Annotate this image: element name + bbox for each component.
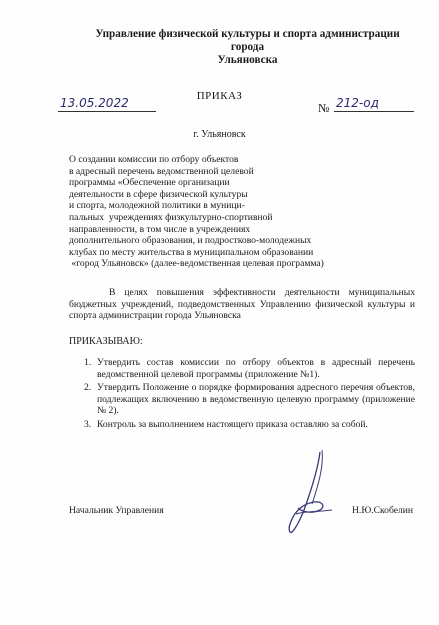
item-number: 1.: [84, 357, 92, 368]
order-title: ПРИКАЗ: [196, 90, 243, 102]
organization-header: [80, 28, 415, 67]
date-underline: [58, 111, 156, 112]
preamble-paragraph: В целях повышения эффективности деятельности муниципальных бюджетных учреждений, подведомственных Управлению физической культуры и спорта администрации города Ульяновска: [69, 287, 415, 322]
item-number: 3.: [84, 418, 92, 430]
handwritten-signature-icon: [262, 448, 352, 543]
signatory-name: Н.Ю.Скобелин: [352, 505, 414, 516]
order-items: [84, 357, 415, 433]
header-line-1: Управление физической культуры и спорта администрации города: [95, 28, 400, 53]
item-text: Утвердить состав комиссии по отбору объектов в адресный перечень ведомственной целевой программы (приложение №1).: [97, 357, 415, 380]
order-item: [84, 357, 415, 380]
order-number: 212-од: [336, 96, 379, 110]
header-line-2: Ульяновска: [217, 54, 278, 66]
order-item: [84, 418, 415, 431]
item-number: 2.: [84, 382, 92, 394]
item-text: Утвердить Положение о порядке формирования адресного перечня объектов, подлежащих включению в ведомственную целевую программу (приложение № 2).: [97, 382, 415, 417]
order-directive: ПРИКАЗЫВАЮ:: [69, 336, 143, 347]
city: г. Ульяновск: [193, 129, 246, 140]
order-item: [84, 382, 415, 417]
item-text: Контроль за выполнением настоящего приказа оставляю за собой.: [97, 418, 368, 430]
order-subject: О создании комиссии по отбору объектов в адресный перечень ведомственной целевой программы «Обеспечение организации деятельности в сфере физической культуры и спорта, молодежной политики в муници- пальных учреждениях физкультурно-спортивной направленности, в том числе в учреждениях дополнительного образования, и подростково-молодежных клубах по месту жительства в муниципальном образовании «город Ульяновск» (далее-ведомственная целевая программа): [69, 154, 324, 270]
order-date: 13.05.2022: [60, 96, 129, 110]
order-number-label: №: [318, 101, 330, 115]
signatory-position: Начальник Управления: [69, 505, 164, 516]
number-underline: [334, 111, 414, 112]
